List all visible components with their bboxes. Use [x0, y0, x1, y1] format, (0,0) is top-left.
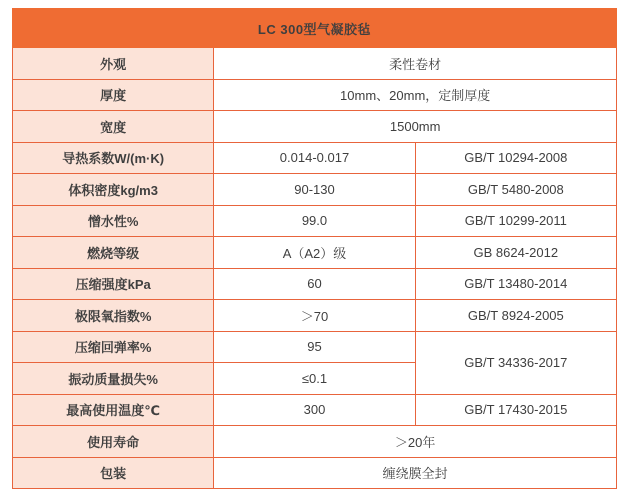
row-value-limiting-oxygen-index: ＞70 [214, 300, 415, 332]
page-title: LC 300型气凝胶毡 [13, 9, 617, 48]
row-value-service-life: ＞20年 [214, 426, 617, 458]
table-row [13, 48, 617, 80]
row-label-vibration-mass-loss: 振动质量损失% [13, 363, 214, 395]
row-label-bulk-density: 体积密度kg/m3 [13, 174, 214, 206]
row-value-bulk-density: 90-130 [214, 174, 415, 206]
row-value-thermal-conductivity: 0.014-0.017 [214, 142, 415, 174]
row-label-compression-resilience: 压缩回弹率% [13, 331, 214, 363]
row-label-service-life: 使用寿命 [13, 426, 214, 458]
row-value-width: 1500mm [214, 111, 617, 143]
row-standard-limiting-oxygen-index: GB/T 8924-2005 [415, 300, 616, 332]
table-title-row [13, 9, 617, 48]
row-value-appearance: 柔性卷材 [214, 48, 617, 80]
row-label-thickness: 厚度 [13, 79, 214, 111]
table-row [13, 394, 617, 426]
row-standard-hydrophobicity: GB/T 10299-2011 [415, 205, 616, 237]
table-row [13, 79, 617, 111]
table-row [13, 426, 617, 458]
row-standard-combustion-grade: GB 8624-2012 [415, 237, 616, 269]
table-row [13, 237, 617, 269]
row-label-packaging: 包装 [13, 457, 214, 489]
row-value-compression-resilience: 95 [214, 331, 415, 363]
row-standard-max-service-temperature: GB/T 17430-2015 [415, 394, 616, 426]
row-value-thickness: 10mm、20mm，定制厚度 [214, 79, 617, 111]
row-label-width: 宽度 [13, 111, 214, 143]
row-value-hydrophobicity: 99.0 [214, 205, 415, 237]
table-row [13, 205, 617, 237]
row-label-hydrophobicity: 憎水性% [13, 205, 214, 237]
table-row [13, 111, 617, 143]
row-label-appearance: 外观 [13, 48, 214, 80]
row-value-vibration-mass-loss: ≤0.1 [214, 363, 415, 395]
row-label-combustion-grade: 燃烧等级 [13, 237, 214, 269]
table-row [13, 331, 617, 363]
table-row [13, 300, 617, 332]
table-row [13, 174, 617, 206]
row-standard-compression-resilience: GB/T 34336-2017 [415, 331, 616, 394]
row-standard-compressive-strength: GB/T 13480-2014 [415, 268, 616, 300]
row-standard-bulk-density: GB/T 5480-2008 [415, 174, 616, 206]
row-value-packaging: 缠绕膜全封 [214, 457, 617, 489]
row-label-compressive-strength: 压缩强度kPa [13, 268, 214, 300]
row-value-max-service-temperature: 300 [214, 394, 415, 426]
row-value-compressive-strength: 60 [214, 268, 415, 300]
row-standard-thermal-conductivity: GB/T 10294-2008 [415, 142, 616, 174]
table-row [13, 457, 617, 489]
row-value-combustion-grade: A（A2）级 [214, 237, 415, 269]
row-label-limiting-oxygen-index: 极限氧指数% [13, 300, 214, 332]
table-row [13, 142, 617, 174]
table-row [13, 268, 617, 300]
row-label-thermal-conductivity: 导热系数W/(m·K) [13, 142, 214, 174]
spec-sheet [0, 8, 629, 490]
row-label-max-service-temperature: 最高使用温度℃ [13, 394, 214, 426]
specification-table [12, 8, 617, 489]
